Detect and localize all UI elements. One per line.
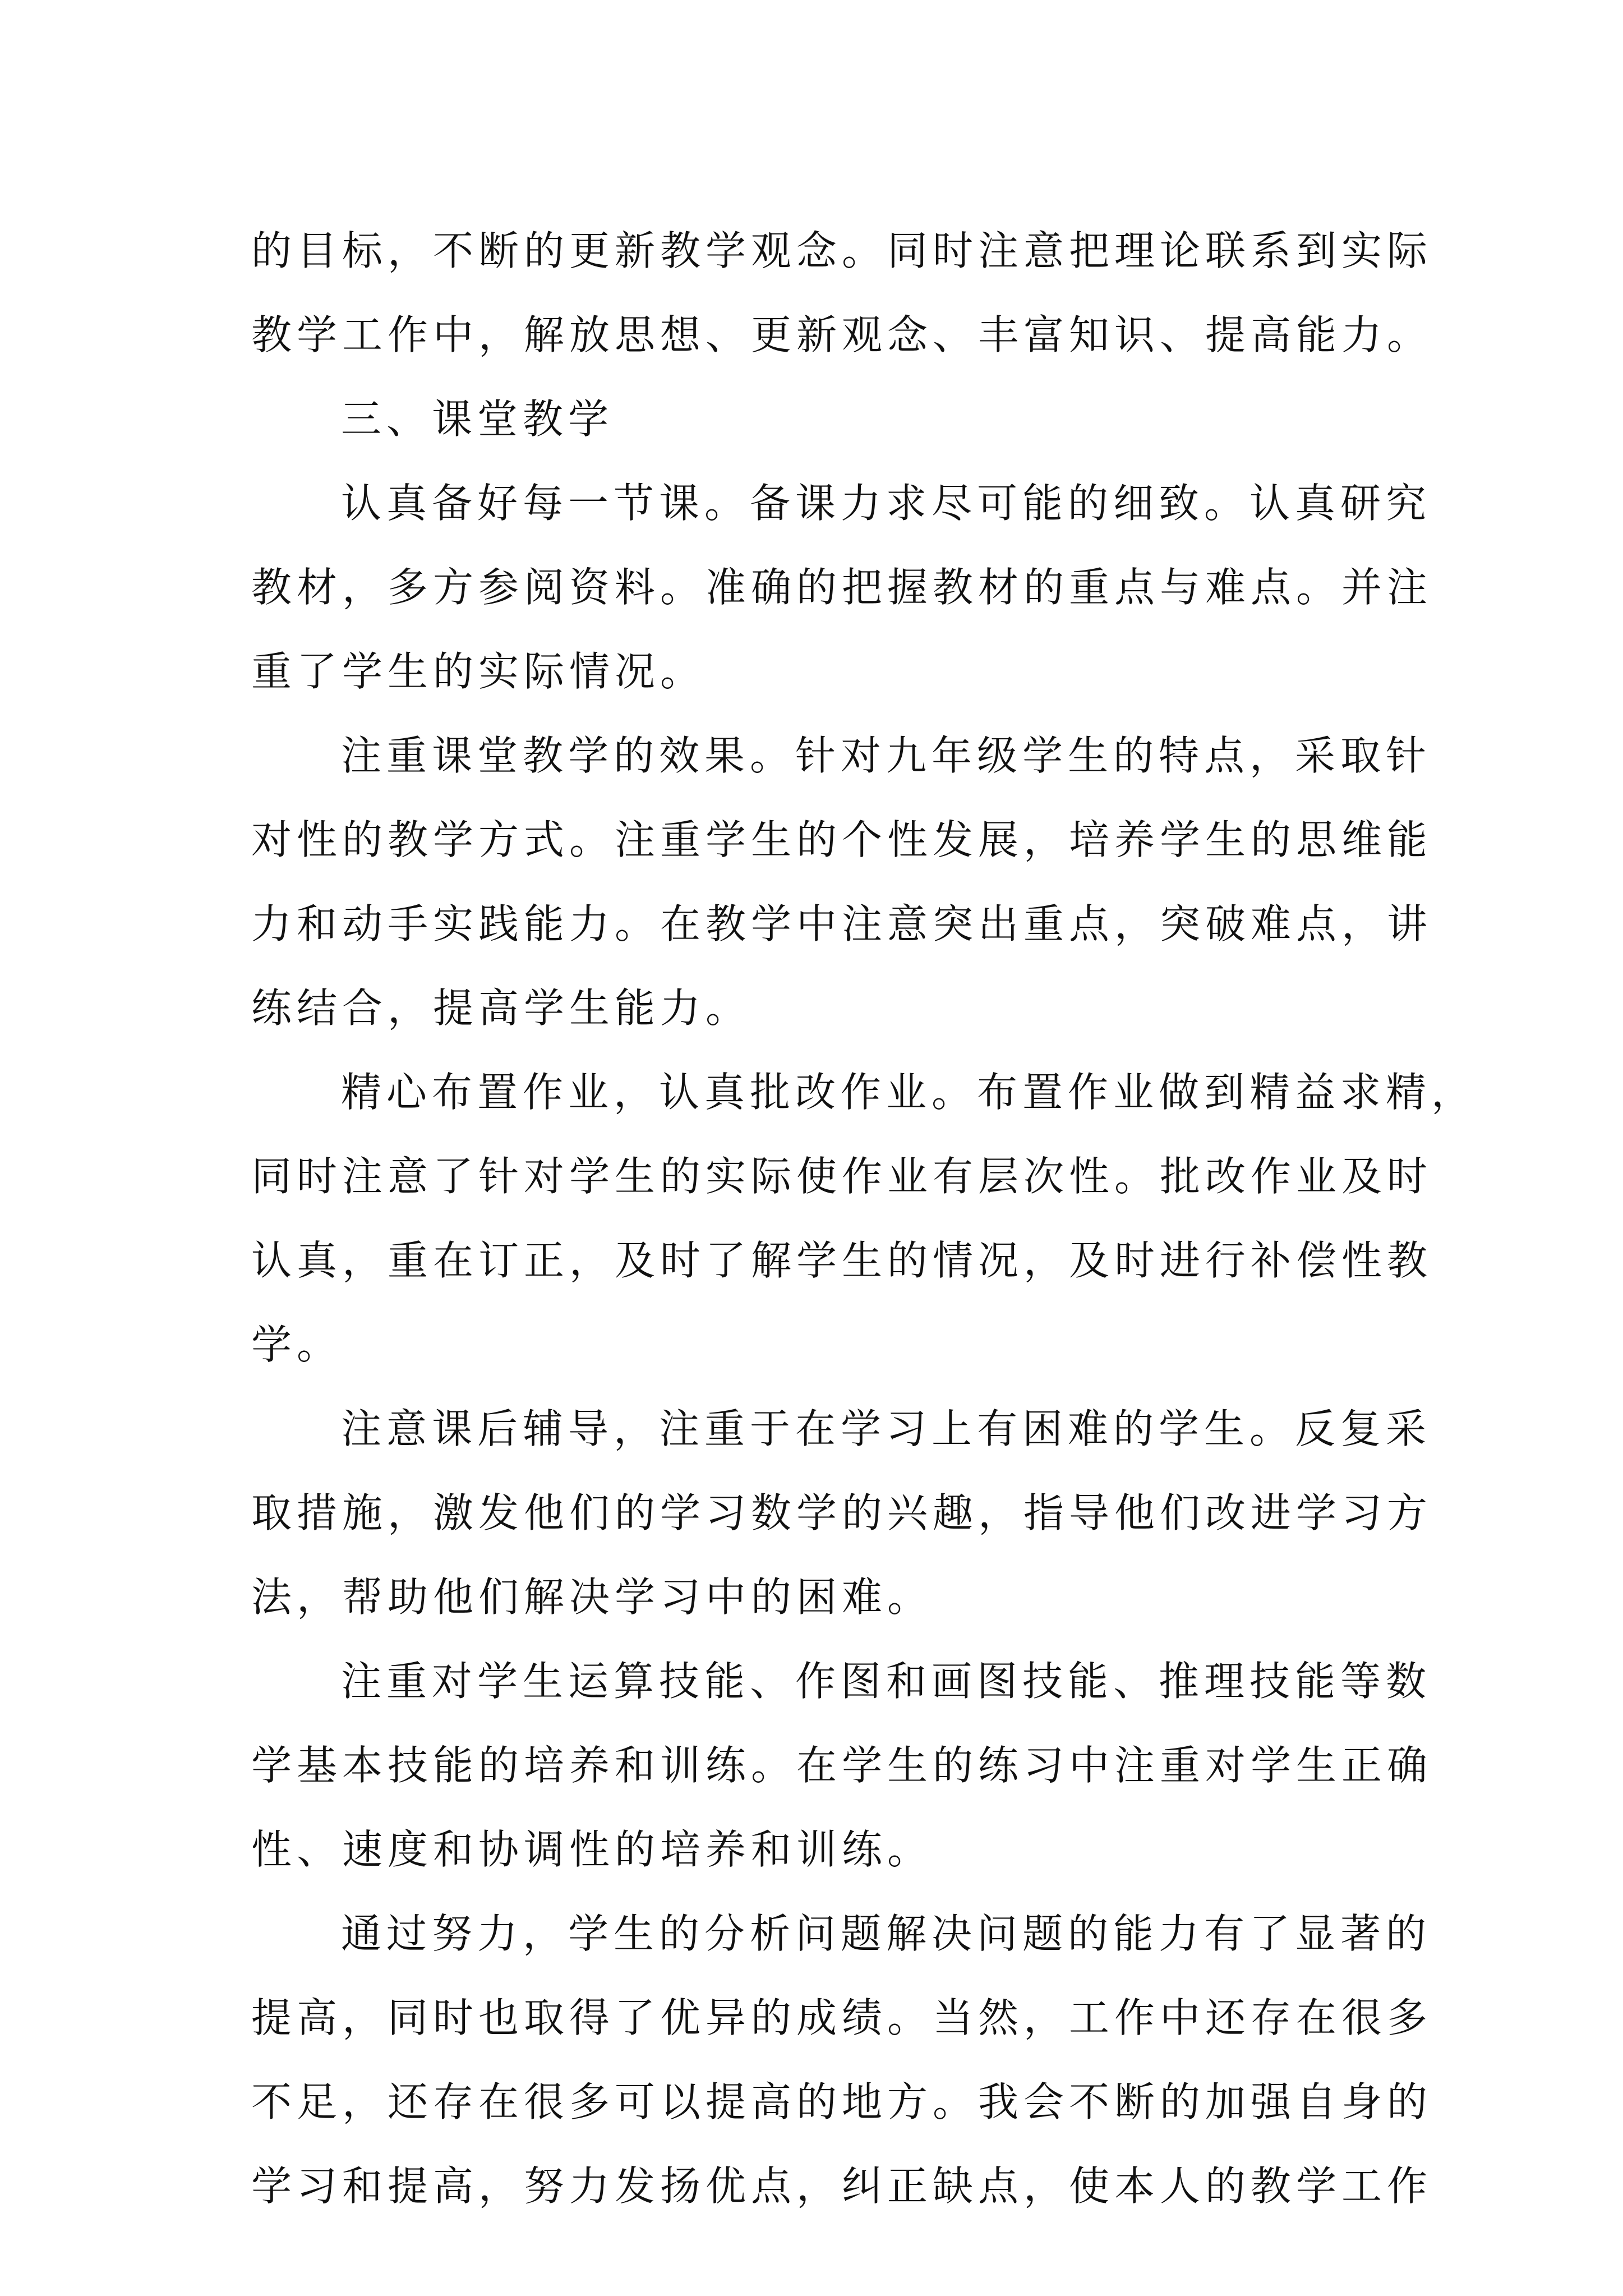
text-line: 认真，重在订正，及时了解学生的情况，及时进行补偿性教 xyxy=(251,1237,1433,1284)
text-line: 法，帮助他们解决学习中的困难。 xyxy=(251,1573,933,1621)
text-line: 认真备好每一节课。备课力求尽可能的细致。认真研究 xyxy=(341,480,1432,527)
text-line: 注重对学生运算技能、作图和画图技能、推理技能等数 xyxy=(341,1658,1432,1705)
text-line: 通过努力，学生的分析问题解决问题的能力有了显著的 xyxy=(341,1910,1432,1957)
text-line: 教材，多方参阅资料。准确的把握教材的重点与难点。并注 xyxy=(251,564,1433,611)
text-line: 练结合，提高学生能力。 xyxy=(251,984,751,1032)
text-line: 同时注意了针对学生的实际使作业有层次性。批改作业及时 xyxy=(251,1153,1433,1200)
text-line: 学基本技能的培养和训练。在学生的练习中注重对学生正确 xyxy=(251,1742,1433,1789)
text-line: 注意课后辅导，注重于在学习上有困难的学生。反复采 xyxy=(341,1405,1432,1452)
text-line: 精心布置作业，认真批改作业。布置作业做到精益求精， xyxy=(341,1069,1477,1116)
text-line: 取措施，激发他们的学习数学的兴趣，指导他们改进学习方 xyxy=(251,1489,1433,1536)
text-line: 学习和提高，努力发扬优点，纠正缺点，使本人的教学工作 xyxy=(251,2162,1433,2210)
text-line: 力和动手实践能力。在教学中注意突出重点，突破难点，讲 xyxy=(251,900,1433,947)
text-line: 注重课堂教学的效果。针对九年级学生的特点，采取针 xyxy=(341,732,1432,779)
document-body xyxy=(251,209,1477,2228)
text-line: 对性的教学方式。注重学生的个性发展，培养学生的思维能 xyxy=(251,816,1433,863)
text-line: 重了学生的实际情况。 xyxy=(251,648,706,695)
text-line: 的目标，不断的更新教学观念。同时注意把理论联系到实际 xyxy=(251,227,1433,274)
text-line: 三、课堂教学 xyxy=(341,395,614,443)
text-line: 学。 xyxy=(251,1321,343,1368)
text-line: 不足，还存在很多可以提高的地方。我会不断的加强自身的 xyxy=(251,2078,1433,2125)
text-line: 提高，同时也取得了优异的成绩。当然，工作中还存在很多 xyxy=(251,1994,1433,2041)
text-line: 性、速度和协调性的培养和训练。 xyxy=(251,1826,933,1873)
text-line: 教学工作中，解放思想、更新观念、丰富知识、提高能力。 xyxy=(251,311,1433,358)
